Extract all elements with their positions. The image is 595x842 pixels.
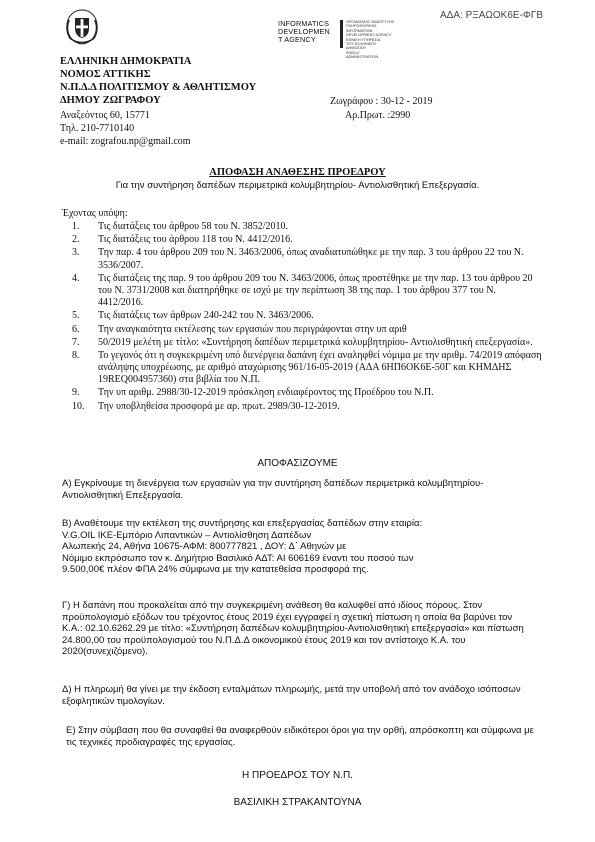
contractor-company: V.G.OIL IKE-Εμπόριο Λιπαντικών – Αντιολίσθηση Δαπέδων [62, 529, 312, 541]
signature-name: ΒΑΣΙΛΙΚΗ ΣΤΡΑΚΑΝΤΟΥΝΑ [233, 797, 362, 808]
item-number: 9. [72, 387, 80, 399]
item-text: Τις διατάξεις των άρθρων 240-242 του Ν. 3463/2006. [98, 310, 314, 322]
item-number: 7. [72, 336, 80, 348]
logo-text-line: T AGENCY [278, 35, 316, 45]
item-number: 2. [72, 234, 80, 246]
item-number: 1. [72, 221, 80, 232]
list-item [72, 234, 542, 246]
logo-divider [340, 20, 343, 48]
address-street: Αναξεόντος 60, 15771 [60, 110, 150, 121]
contractor-address: Αλωπεκής 24, Αθήνα 10675-ΑΦΜ: 800777821 , ΔΟΥ: Δ΄ Αθηνών με [62, 541, 347, 553]
item-number: 6. [72, 323, 80, 335]
list-item [72, 247, 542, 271]
item-text: Τις διατάξεις του άρθρου 58 του Ν. 3852/2010. [98, 221, 289, 232]
item-number: 8. [72, 349, 80, 361]
header-municipality: ΔΗΜΟΥ ΖΩΓΡΑΦΟΥ [60, 95, 161, 106]
item-text: Τις διατάξεις της παρ. 9 του άρθρου 209 του Ν. 3463/2006, όπως προστέθηκε με την παρ. 13 του άρθρου 20 του Ν. 3731/2008 και διατηρήθηκε σε ισχύ με την περίπτωση 38 της παρ. 1 του άρθρου 377 του Ν. 4412/2016. [98, 272, 533, 309]
section-b [62, 518, 532, 576]
item-text: Την αναγκαιότητα εκτέλεσης των εργασιών που περιγράφονται στην υπ αριθ [98, 323, 407, 335]
section-a: Α) Εγκρίνουμε τη διενέργεια των εργασιών για την συντήρηση δαπέδων περιμετρικά κολυμβητηρίου- Αντιολισθητική Επεξεργασία. [62, 478, 484, 501]
list-item [72, 387, 542, 399]
item-number: 4. [72, 272, 80, 284]
item-text: Το γεγονός ότι η συγκεκριμένη υπό διενέργεια δαπάνη έχει αναληφθεί νόμιμα με την αριθμ. 74/2019 απόφαση ανάληψης υποχρέωσης, με αριθμό αταχώρισης 961/16-05-2019 (ΑΔΑ 6ΗΠ6ΟΚ6Ε-50Γ και ΚΗΜΔΗΣ 19REQ004957360) στα βιβλία του Ν.Π. [98, 349, 542, 386]
contract-amount: 9.500,00€ πλέον ΦΠΑ 24% σύμφωνα με την κατατεθείσα προσφορά της. [62, 564, 369, 576]
list-item [72, 324, 542, 336]
item-text: Την υπ αριθμ. 2988/30-12-2019 πρόσκληση ενδιαφέροντος της Προέδρου του Ν.Π. [98, 387, 434, 399]
protocol-number: Αρ.Πρωτ. :2990 [345, 110, 411, 121]
logo-small-line: INFORMATION [346, 28, 373, 33]
item-text: Την παρ. 4 του άρθρου 209 του Ν. 3463/2006, όπως αναδιατυπώθηκε με την παρ. 3 του άρθρου 22 του Ν. 3536/2007. [98, 247, 524, 271]
greek-coat-of-arms-icon [64, 8, 100, 46]
item-number: 3. [72, 247, 80, 259]
section-c: Γ) Η δαπάνη που προκαλείται από την συγκεκριμένη ανάθεση θα καλυφθεί από ιδίους πόρους. Στον προϋπολογισμό εξόδων του τρέχοντος έτους 2019 έχει εγγραφεί η σχετική πίστωση η οποία θα βαρύνει τον Κ.Α.: 02.10.6262.29 με τίτλο: «Συντήρηση δαπέδων κολυμβητηρίου-Αντιολισθητική επεξεργασία» και πίστωση 24.800,00 του προϋπολογισμού του Ν.Π.Δ.Δ οικονομικού έτους 2019 και τον αντίστοιχο Κ.Α. του 2020(συνεχιζόμενο). [62, 600, 524, 658]
logo-small-line: ADMINISTRATION [346, 55, 379, 60]
list-item [72, 310, 542, 322]
date-line: Ζωγράφου : 30-12 - 2019 [330, 96, 433, 107]
header-country: ΕΛΛΗΝΙΚΗ ΔΗΜΟΚΡΑΤΙΑ [60, 56, 192, 67]
decision-heading: ΑΠΟΦΑΣΙΖΟΥΜΕ [257, 458, 338, 469]
document-title: ΑΠΟΦΑΣΗ ΑΝΑΘΕΣΗΣ ΠΡΟΕΔΡΟΥ [209, 167, 386, 178]
considering-label: Έχοντας υπόψη: [62, 208, 128, 219]
signature-title: Η ΠΡΟΕΔΡΟΣ ΤΟΥ Ν.Π. [242, 770, 353, 781]
informatics-agency-logo [278, 20, 468, 60]
logo-small-line: ΕΘΝΙΚΗ ΥΠΗΡΕΣΙΑ [346, 37, 381, 42]
logo-text-line: DEVELOPMEN [278, 27, 330, 37]
logo-small-line: PUBLIC [346, 50, 360, 55]
list-item [72, 221, 542, 233]
section-b-intro: Β) Αναθέτουμε την εκτέλεση της συντήρησης και επεξεργασίας δαπέδων στην εταιρία: [62, 518, 423, 529]
section-d: Δ) Η πληρωμή θα γίνει με την έκδοση ενταλμάτων πληρωμής, μετά την υποβολή από τον ανάδοχο ισόποσων εξοφλητικών τιμολογίων. [62, 684, 521, 707]
section-e: Ε) Στην σύμβαση που θα συναφθεί θα αναφερθούν ειδικότεροι όροι για την ορθή, απρόσκοπτη και σύμφωνα με τις τεχνικές προδιαγραφές της εργασίας. [66, 725, 534, 748]
item-text: Τις διατάξεις του άρθρου 118 του Ν. 4412/2016. [98, 234, 293, 246]
logo-small-line: ΔΗΜΟΣΙΟΥ [346, 46, 367, 51]
ada-code: ΑΔΑ: ΡΞΑΩΟΚ6Ε-ΦΓΒ [440, 10, 544, 21]
list-item [72, 401, 542, 413]
address-email: e-mail: zografou.np@gmail.com [60, 136, 191, 147]
item-number: 5. [72, 310, 80, 322]
item-text: Την υποβληθείσα προσφορά με αρ. πρωτ. 2989/30-12-2019. [98, 400, 340, 412]
header-entity: Ν.Π.Δ.Δ ΠΟΛΙΤΙΣΜΟΥ & ΑΘΛΗΤΙΣΜΟΥ [60, 82, 257, 93]
logo-small-line: ΠΛΗΡΟΦΟΡΙΚΗΣ [346, 24, 377, 29]
list-item [72, 337, 542, 349]
considerations-list [72, 221, 542, 414]
contractor-representative: Νόμιμο εκπρόσωπο τον κ. Δημήτριο Βασιλικό ΑΔΤ: ΑΙ 606169 έναντι του ποσού των [62, 552, 414, 564]
list-item [72, 350, 542, 387]
logo-small-line: DEVELOPMENT AGENCY [346, 33, 392, 38]
item-number: 10. [72, 400, 85, 412]
item-text: 50/2019 μελέτη με τίτλο: «Συντήρηση δαπέδων περιμετρικά κολυμβητηρίου- Αντιολισθητική επεξεργασία». [98, 336, 533, 348]
logo-small-line: ΤΟΥ ΕΛΛΗΝΙΚΟΥ [346, 41, 377, 46]
list-item [72, 273, 542, 310]
logo-small-line: ΟΡΓΑΝΙΣΜΟΣ ΑΝΑΠΤΥΞΗΣ [346, 20, 395, 24]
document-subtitle: Για την συντήρηση δαπέδων περιμετρικά κολυμβητηρίου- Αντιολισθητική Επεξεργασία. [115, 180, 480, 191]
logo-text-line: INFORMATICS [278, 19, 330, 28]
address-phone: Τηλ. 210-7710140 [60, 123, 135, 134]
header-prefecture: ΝΟΜΟΣ ΑΤΤΙΚΗΣ [60, 69, 151, 80]
